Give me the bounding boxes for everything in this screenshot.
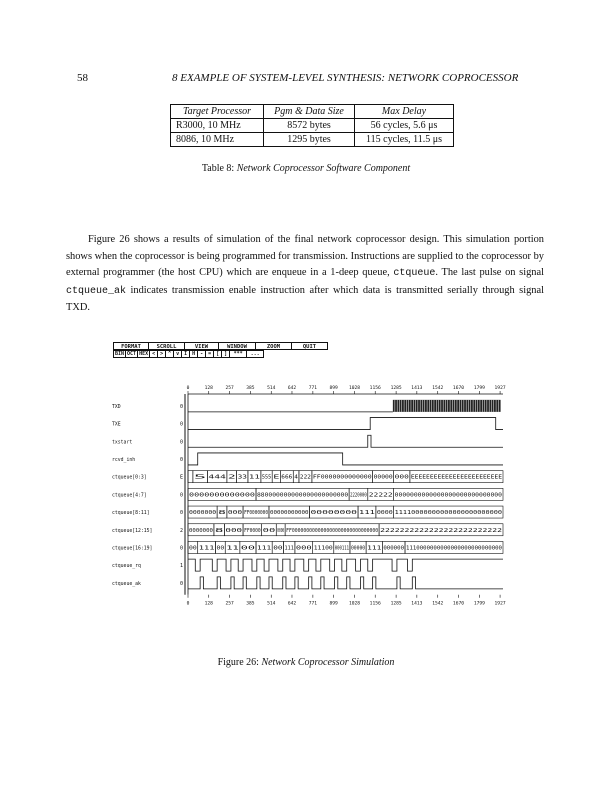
bus-value: 8	[218, 510, 226, 517]
menu-window[interactable]: WINDOW	[218, 342, 256, 350]
bus-value: 00	[216, 545, 225, 552]
bus-value: 11	[248, 474, 260, 481]
bus-value: FF0000	[244, 527, 261, 534]
waveform-chart	[110, 380, 510, 632]
top-tick-label: 514	[267, 386, 276, 391]
bus-value: 00000000	[310, 510, 358, 517]
bracket-right-button[interactable]: ]	[221, 350, 230, 358]
bus-value: 00	[240, 545, 256, 552]
menu-bar	[113, 342, 327, 350]
signal-row	[112, 471, 503, 483]
menu-view[interactable]: VIEW	[184, 342, 219, 350]
signal-initial-value: 0	[180, 456, 184, 463]
table-header-cell: Target Processor	[171, 105, 264, 119]
bus-value: 5	[193, 474, 207, 481]
signal-row	[112, 559, 503, 571]
table-header-cell: Max Delay	[355, 105, 454, 119]
bottom-tick-label: 771	[308, 601, 318, 607]
body-paragraph	[66, 232, 544, 317]
bus-value: 00000000000	[269, 510, 309, 517]
scroll-left-button[interactable]: <	[149, 350, 158, 358]
table-cell: 8572 bytes	[264, 119, 355, 133]
signal-initial-value: 0	[180, 545, 184, 552]
signal-trace	[188, 435, 503, 447]
bus-value: 111	[367, 545, 382, 552]
signal-trace	[188, 559, 503, 571]
table-row	[171, 133, 454, 147]
top-tick-label: 1927	[494, 386, 506, 391]
bottom-tick-label: 1285	[390, 601, 402, 607]
signal-initial-value: 0	[180, 439, 184, 446]
signal-row	[112, 435, 503, 447]
view-i-button[interactable]: I	[181, 350, 190, 358]
top-axis	[187, 385, 506, 394]
signal-initial-value: 0	[180, 580, 184, 587]
bus-value: EEEEEEEEEEEEEEEEEEEEEEEE	[410, 474, 502, 481]
signal-name: ctqueue[0:3]	[112, 475, 147, 481]
bus-value: 2220000	[350, 492, 367, 499]
signal-name: ctqueue[12:15]	[112, 528, 153, 534]
bottom-tick-label: 1542	[432, 601, 444, 607]
code-term: ctqueue_ak	[66, 285, 127, 297]
signal-name: rcvd_inh	[112, 457, 136, 463]
signal-initial-value: 0	[180, 403, 184, 410]
signal-name: ctqueue[4:7]	[112, 493, 147, 499]
bottom-tick-label: 1927	[494, 601, 506, 607]
bus-value: 11	[226, 545, 239, 552]
table-caption	[0, 163, 612, 174]
signal-row	[112, 524, 503, 536]
bus-value: 666	[281, 474, 293, 481]
top-tick-label: 1542	[432, 386, 444, 391]
top-tick-label: 257	[225, 386, 234, 391]
bottom-tick-label: 1156	[369, 601, 381, 607]
top-tick-label: 1285	[390, 386, 402, 391]
zoom-equal-button[interactable]: =	[205, 350, 214, 358]
scroll-down-button[interactable]: v	[173, 350, 182, 358]
top-tick-label: 642	[287, 386, 297, 391]
code-term: ctqueue	[393, 268, 436, 279]
bottom-tick-label: 128	[204, 601, 213, 607]
signal-trace	[188, 577, 503, 589]
bottom-tick-label: 1670	[452, 601, 465, 607]
zoom-out-button[interactable]: -	[197, 350, 206, 358]
bottom-tick-label: 0	[186, 601, 190, 607]
bus-value: 555	[261, 474, 272, 481]
bus-value: 00	[189, 545, 197, 552]
signal-initial-value: 0	[180, 421, 184, 428]
signal-name: txstart	[112, 440, 133, 446]
bottom-axis	[187, 595, 506, 607]
top-tick-label: 0	[186, 386, 190, 391]
top-tick-label: 128	[204, 386, 213, 391]
bus-value: FF0000000	[244, 510, 268, 517]
signal-initial-value: E	[180, 474, 184, 481]
bus-value: 000	[225, 527, 243, 534]
bus-value: 111	[284, 545, 294, 552]
top-tick-label: 1156	[369, 386, 381, 391]
bus-value: 000	[394, 474, 409, 481]
signal-initial-value: 0	[180, 492, 184, 499]
bus-value: 0000000000000	[189, 492, 256, 499]
top-tick-label: 1028	[348, 386, 361, 391]
table-cell: 8086, 10 MHz	[171, 133, 264, 147]
table-cell: 1295 bytes	[264, 133, 355, 147]
figure-caption	[0, 657, 612, 668]
bus-value: 00	[262, 527, 276, 534]
bottom-tick-label: 899	[329, 601, 338, 607]
top-tick-label: 1799	[473, 386, 485, 391]
bus-value: 33	[237, 474, 247, 481]
menu-zoom[interactable]: ZOOM	[255, 342, 292, 350]
table-row	[171, 119, 454, 133]
bus-value: 0000	[376, 510, 393, 517]
table-caption-label: Table 8:	[201, 163, 235, 174]
table-caption-text: Network Coprocessor Software Component	[236, 163, 411, 174]
oct-button[interactable]: OCT	[127, 351, 137, 357]
signal-row	[112, 453, 503, 465]
bus-value: 1110000000000000000000000000	[406, 545, 502, 552]
signal-trace	[188, 418, 503, 430]
signal-row	[112, 400, 501, 412]
bracket-left-button[interactable]: [	[213, 350, 222, 358]
bottom-tick-label: 385	[246, 601, 255, 607]
signal-row	[112, 488, 503, 500]
bus-value: 000111	[334, 545, 349, 552]
bus-value: 880000000000000000000000	[257, 492, 349, 499]
signal-initial-value: 1	[180, 563, 184, 570]
bus-value: 4	[294, 474, 298, 481]
signal-row	[112, 577, 503, 589]
bottom-tick-label: 1799	[473, 601, 485, 607]
menu-scroll[interactable]: SCROLL	[148, 342, 185, 350]
bottom-tick-label: 642	[287, 601, 297, 607]
page-number: 58	[77, 72, 88, 84]
table-header-row	[171, 105, 454, 119]
bottom-tick-label: 514	[267, 601, 276, 607]
view-h-button[interactable]: H	[189, 350, 198, 358]
signal-name: TXE	[112, 422, 121, 428]
bus-value: 111	[257, 545, 272, 552]
bus-value: 8	[214, 527, 224, 534]
signal-name: ctqueue_rq	[112, 564, 141, 570]
figure-caption-text: Network Coprocessor Simulation	[261, 657, 395, 668]
table-cell: 115 cycles, 11.5 μs	[355, 133, 454, 147]
bus-value: 00000	[350, 545, 366, 552]
table-cell: R3000, 10 MHz	[171, 119, 264, 133]
bus-value: 000	[295, 545, 312, 552]
bus-value: E	[273, 474, 280, 481]
bus-value: 111	[359, 510, 375, 517]
bus-value: 00000	[373, 474, 393, 481]
bus-segment	[188, 471, 193, 483]
bus-value: 0000	[277, 527, 285, 534]
running-header: 8 EXAMPLE OF SYSTEM-LEVEL SYNTHESIS: NETWORK COPROCESSOR	[172, 72, 519, 84]
table-cell: 56 cycles, 5.6 μs	[355, 119, 454, 133]
scroll-up-button[interactable]: ^	[165, 350, 174, 358]
top-tick-label: 1413	[411, 386, 423, 391]
table-header-cell: Pgm & Data Size	[264, 105, 355, 119]
paragraph-text: . The last pulse on signal	[435, 267, 545, 278]
signal-initial-value: 2	[180, 527, 184, 534]
bottom-tick-label: 1028	[348, 601, 361, 607]
signal-name: ctqueue[16:19]	[112, 546, 153, 552]
paragraph-text: indicates transmission enable instruction after which data is transmitted serially through signal TXD.	[66, 284, 544, 313]
bus-value: 0000000	[189, 527, 213, 534]
bus-value: 0000000000000000000000000000	[394, 492, 502, 499]
signal-row	[112, 506, 503, 518]
top-tick-label: 1670	[452, 386, 465, 391]
bus-value: 2222222222222222222222222	[380, 527, 502, 534]
bus-value: 2	[227, 474, 236, 481]
bus-value: 444	[208, 474, 226, 481]
zoom-fit-button[interactable]: ***	[229, 350, 247, 358]
signal-name: ctqueue[8:11]	[112, 511, 150, 517]
bus-value: 111	[198, 545, 215, 552]
paragraph-text: Figure 26 shows a results of simulation of the final network coprocessor design. This simulation portion shows when the coprocessor is being programmed for transmission. Instructions are supplied to the coprocessor by external programmer (the host CPU) which are enqueue in a 1-deep queue,	[66, 234, 544, 278]
signal-name: ctqueue_ak	[112, 581, 141, 587]
bus-value: 0000000	[189, 510, 217, 517]
top-tick-label: 771	[308, 386, 318, 391]
tool-button-row	[113, 350, 327, 358]
bus-value: 00	[273, 545, 283, 552]
menu-format[interactable]: FORMAT	[113, 342, 149, 350]
bus-value: 11100	[313, 545, 333, 552]
signal-row	[112, 541, 503, 553]
hex-button[interactable]: HEX	[139, 351, 149, 357]
more-button[interactable]: ...	[246, 350, 264, 358]
performance-table	[170, 104, 454, 147]
scroll-right-button[interactable]: >	[157, 350, 166, 358]
bus-value: 000000	[383, 545, 405, 552]
bus-value: 222	[299, 474, 311, 481]
bus-value: FF000000000000000000000000000000	[286, 527, 379, 534]
top-tick-label: 899	[329, 386, 338, 391]
signal-traces	[112, 400, 503, 589]
bin-button[interactable]: BIN	[115, 351, 125, 357]
bus-value: FF0000000000000	[312, 474, 372, 481]
top-tick-label: 385	[246, 386, 255, 391]
bus-value: 11110000000000000000000000	[394, 510, 502, 517]
bottom-tick-label: 1413	[411, 601, 423, 607]
signal-trace	[188, 453, 503, 465]
bus-value: 000	[227, 510, 243, 517]
bottom-tick-label: 257	[225, 601, 234, 607]
signal-initial-value: 0	[180, 510, 184, 517]
menu-quit[interactable]: QUIT	[291, 342, 328, 350]
bus-value: 22222	[368, 492, 393, 499]
signal-row	[112, 418, 503, 430]
figure-caption-label: Figure 26:	[217, 657, 259, 668]
signal-name: TXD	[112, 404, 121, 410]
simulator-toolbar	[113, 342, 327, 358]
